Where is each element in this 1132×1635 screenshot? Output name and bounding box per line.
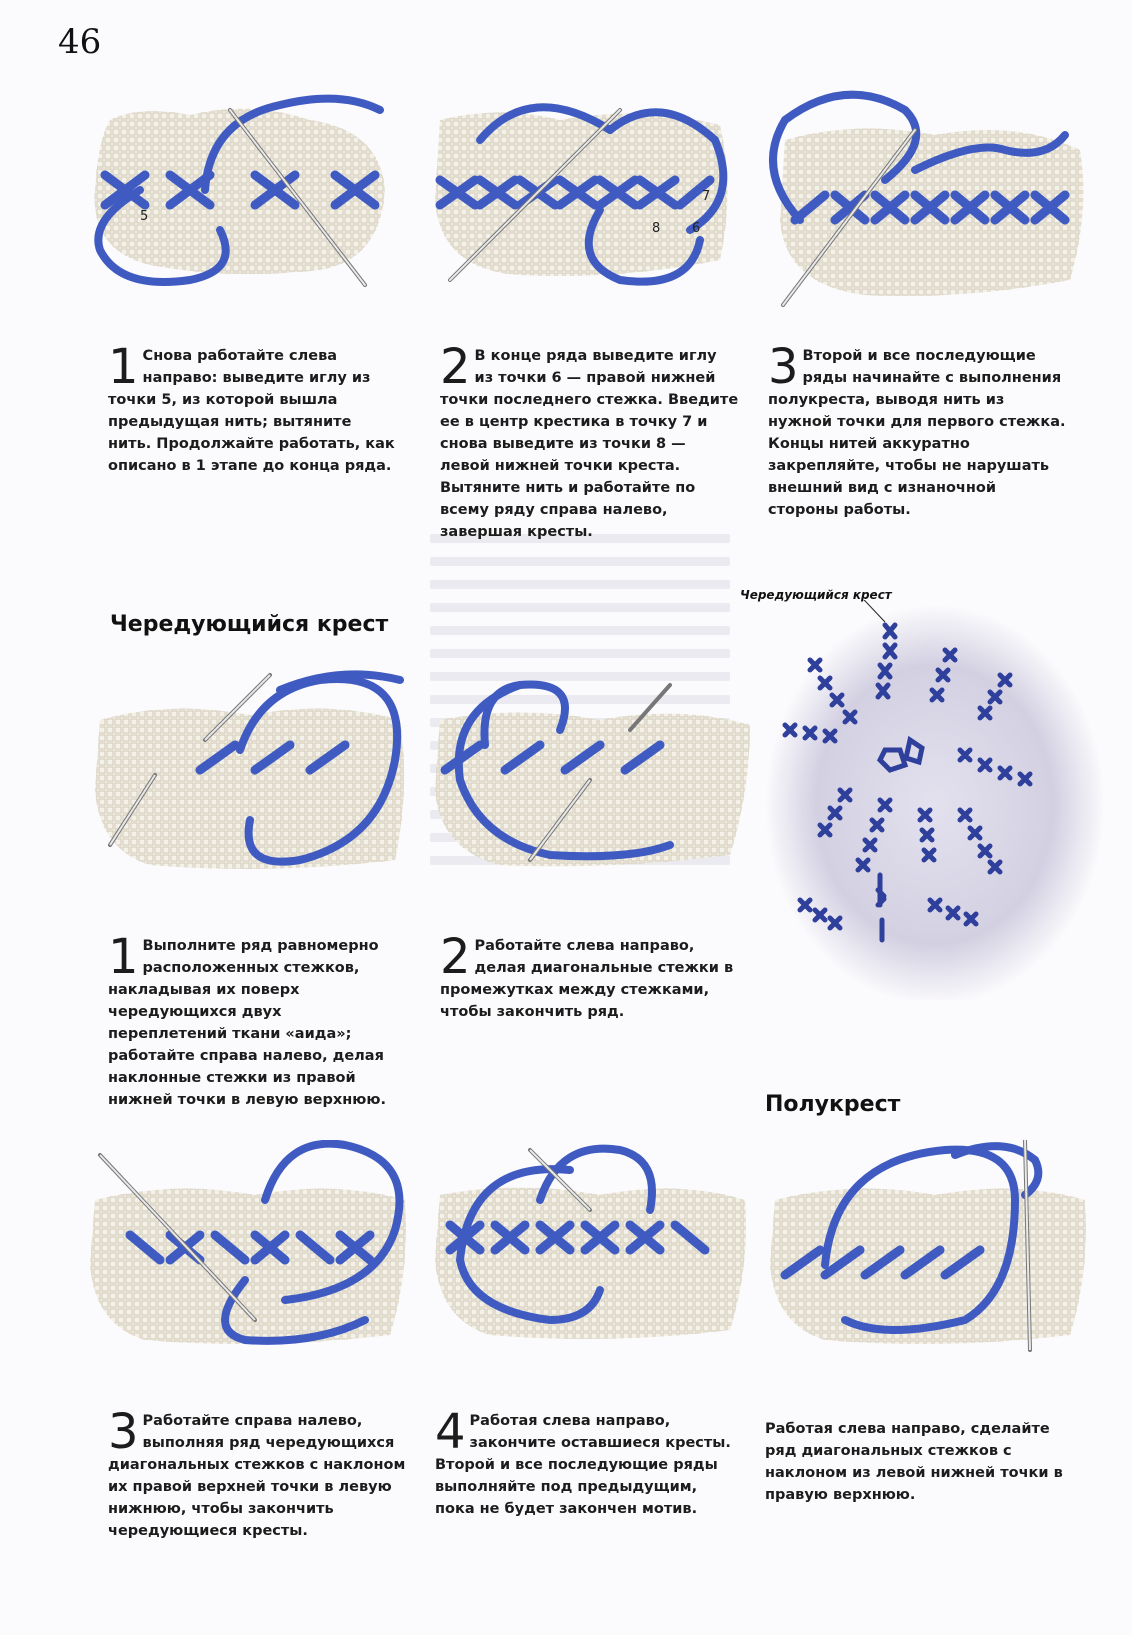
instruction-step-3: [768, 339, 1068, 521]
step-text: Работая слева направо, закончите оставшиеся кресты. Второй и все последующие ряды выполняйте под предыдущим, пока не будет закончен мотив.: [435, 1413, 731, 1517]
alternating-instruction-step-4: [435, 1404, 735, 1520]
illustration-alternating-step2: [430, 670, 750, 895]
illustration-half-cross: [765, 1140, 1095, 1360]
point-label: 8: [652, 221, 661, 236]
alternating-instruction-step-1: [108, 929, 398, 1111]
step-number: 2: [440, 929, 471, 985]
illustration-alternating-step4: [430, 1140, 750, 1355]
step-number: 2: [440, 339, 471, 395]
step-number: 4: [435, 1404, 466, 1460]
step-text: В конце ряда выведите иглу из точки 6 — правой нижней точки последнего стежка. Введите ее в центр крестика в точку 7 и снова выведите из точки 8 — левой нижней точки креста. Вытяните нить и работайте по всему ряду справа налево, завершая кресты.: [440, 348, 739, 540]
step-number: 3: [108, 1404, 139, 1460]
step-text: Работайте слева направо, делая диагональные стежки в промежутках между стежками, чтобы закончить ряд.: [440, 938, 734, 1020]
point-label: 6: [692, 221, 701, 236]
step-number: 1: [108, 339, 139, 395]
page-number: 46: [58, 22, 102, 62]
illustration-cross-stitch-step2: [420, 80, 740, 305]
instruction-step-1: [108, 339, 398, 477]
step-text: Работая слева направо, сделайте ряд диагональных стежков с наклоном из левой нижней точки в правую верхнюю.: [765, 1421, 1063, 1503]
instruction-step-2: [440, 339, 740, 543]
illustration-alternating-step1: [90, 670, 410, 885]
illustration-cross-stitch-step3: [765, 80, 1095, 315]
photo-alternating-cross-flower: [760, 600, 1110, 1000]
section-heading-half-cross: Полукрест: [765, 1092, 901, 1117]
step-number: 1: [108, 929, 139, 985]
point-label: 7: [702, 189, 711, 204]
step-text: Выполните ряд равномерно расположенных стежков, накладывая их поверх чередующихся двух переплетений ткани «аида»; работайте справа налево, делая наклонные стежки из правой нижней точки в левую верхнюю.: [108, 938, 386, 1108]
section-heading-alternating-cross: Чередующийся крест: [110, 612, 389, 637]
step-text: Второй и все последующие ряды начинайте с выполнения полукреста, выводя нить из нужной точки для первого стежка. Концы нитей аккуратно закрепляйте, чтобы не нарушать внешний вид с изнаночной стороны работы.: [768, 348, 1066, 518]
step-text: Снова работайте слева направо: выведите иглу из точки 5, из которой вышла предыдущая нить; вытяните нить. Продолжайте работать, как описано в 1 этапе до конца ряда.: [108, 348, 395, 474]
illustration-alternating-step3: [85, 1140, 415, 1360]
photo-caption-label: Чередующийся крест: [740, 588, 892, 602]
alternating-instruction-step-2: [440, 929, 740, 1023]
step-number: 3: [768, 339, 799, 395]
illustration-cross-stitch-step1: [80, 80, 400, 305]
half-cross-instruction: [765, 1418, 1075, 1506]
step-text: Работайте справа налево, выполняя ряд чередующихся диагональных стежков с наклоном их правой верхней точки в левую нижнюю, чтобы закончить чередующиеся кресты.: [108, 1413, 406, 1539]
alternating-instruction-step-3: [108, 1404, 408, 1542]
point-label: 5: [140, 209, 149, 224]
